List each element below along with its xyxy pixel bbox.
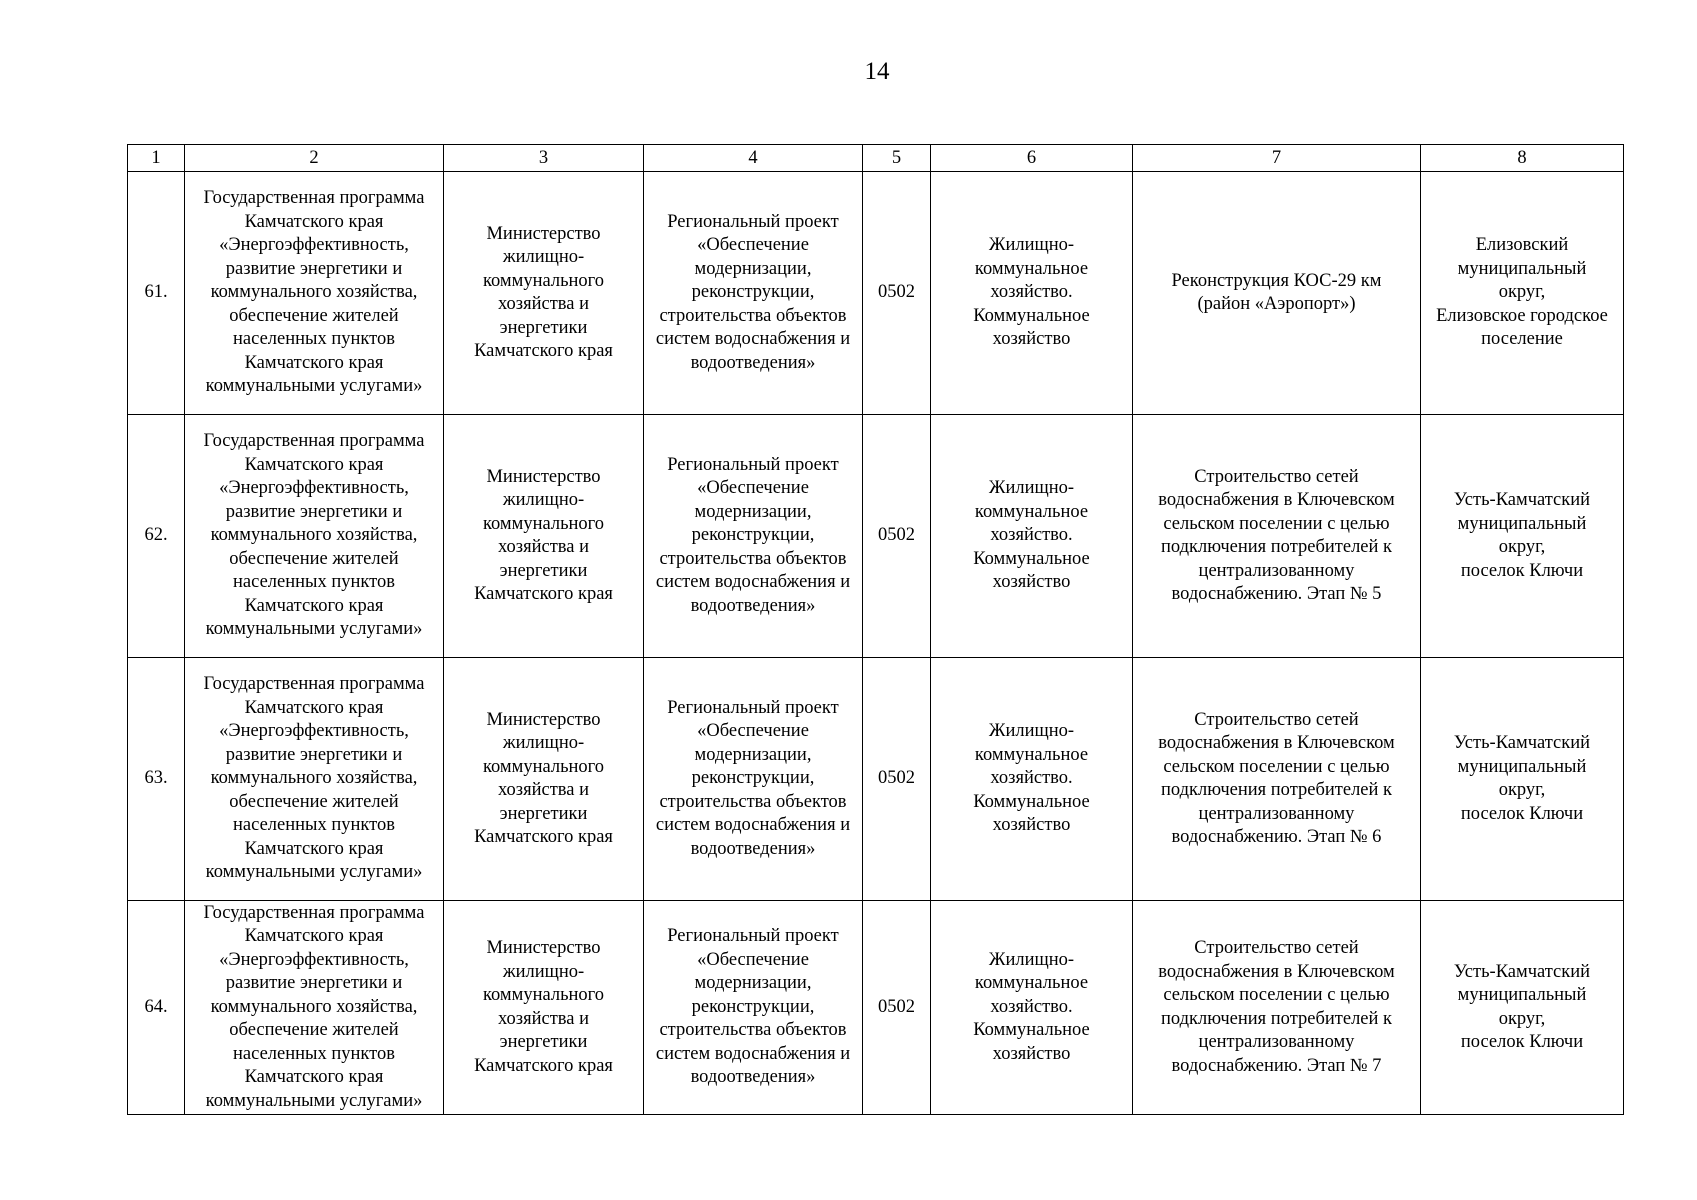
column-header: 8 bbox=[1421, 145, 1624, 172]
location-cell: Усть-Камчатский муниципальный округ, поселок Ключи bbox=[1421, 901, 1624, 1115]
row-number-cell: 64. bbox=[128, 901, 185, 1115]
ministry-cell: Министерство жилищно- коммунального хозяйства и энергетики Камчатского края bbox=[444, 658, 644, 901]
program-cell: Государственная программа Камчатского края «Энергоэффективность, развитие энергетики и коммунального хозяйства, обеспечение жителей населенных пунктов Камчатского края коммунальными услугами» bbox=[185, 172, 444, 415]
sector-cell: Жилищно- коммунальное хозяйство. Коммунальное хозяйство bbox=[931, 901, 1133, 1115]
sector-cell: Жилищно- коммунальное хозяйство. Коммунальное хозяйство bbox=[931, 172, 1133, 415]
table-row bbox=[128, 901, 1624, 1115]
column-header: 4 bbox=[644, 145, 863, 172]
program-cell: Государственная программа Камчатского края «Энергоэффективность, развитие энергетики и коммунального хозяйства, обеспечение жителей населенных пунктов Камчатского края коммунальными услугами» bbox=[185, 901, 444, 1115]
table-row bbox=[128, 172, 1624, 415]
ministry-cell: Министерство жилищно- коммунального хозяйства и энергетики Камчатского края bbox=[444, 415, 644, 658]
code-cell: 0502 bbox=[863, 901, 931, 1115]
location-cell: Усть-Камчатский муниципальный округ, поселок Ключи bbox=[1421, 658, 1624, 901]
project-cell: Региональный проект «Обеспечение модернизации, реконструкции, строительства объектов систем водоснабжения и водоотведения» bbox=[644, 901, 863, 1115]
sector-cell: Жилищно- коммунальное хозяйство. Коммунальное хозяйство bbox=[931, 658, 1133, 901]
column-header: 1 bbox=[128, 145, 185, 172]
location-cell: Усть-Камчатский муниципальный округ, поселок Ключи bbox=[1421, 415, 1624, 658]
page-number: 14 bbox=[864, 58, 890, 85]
table-row bbox=[128, 658, 1624, 901]
column-header: 3 bbox=[444, 145, 644, 172]
object-cell: Строительство сетей водоснабжения в Ключевском сельском поселении с целью подключения потребителей к централизованному водоснабжению. Этап № 6 bbox=[1133, 658, 1421, 901]
column-header: 2 bbox=[185, 145, 444, 172]
column-header: 5 bbox=[863, 145, 931, 172]
code-cell: 0502 bbox=[863, 172, 931, 415]
column-header: 6 bbox=[931, 145, 1133, 172]
table-row bbox=[128, 415, 1624, 658]
code-cell: 0502 bbox=[863, 658, 931, 901]
ministry-cell: Министерство жилищно- коммунального хозяйства и энергетики Камчатского края bbox=[444, 172, 644, 415]
row-number-cell: 61. bbox=[128, 172, 185, 415]
code-cell: 0502 bbox=[863, 415, 931, 658]
project-cell: Региональный проект «Обеспечение модернизации, реконструкции, строительства объектов систем водоснабжения и водоотведения» bbox=[644, 415, 863, 658]
table-header-row bbox=[128, 145, 1624, 172]
object-cell: Реконструкция КОС-29 км (район «Аэропорт») bbox=[1133, 172, 1421, 415]
program-cell: Государственная программа Камчатского края «Энергоэффективность, развитие энергетики и коммунального хозяйства, обеспечение жителей населенных пунктов Камчатского края коммунальными услугами» bbox=[185, 415, 444, 658]
project-cell: Региональный проект «Обеспечение модернизации, реконструкции, строительства объектов систем водоснабжения и водоотведения» bbox=[644, 658, 863, 901]
program-cell: Государственная программа Камчатского края «Энергоэффективность, развитие энергетики и коммунального хозяйства, обеспечение жителей населенных пунктов Камчатского края коммунальными услугами» bbox=[185, 658, 444, 901]
object-cell: Строительство сетей водоснабжения в Ключевском сельском поселении с целью подключения потребителей к централизованному водоснабжению. Этап № 7 bbox=[1133, 901, 1421, 1115]
sector-cell: Жилищно- коммунальное хозяйство. Коммунальное хозяйство bbox=[931, 415, 1133, 658]
ministry-cell: Министерство жилищно- коммунального хозяйства и энергетики Камчатского края bbox=[444, 901, 644, 1115]
project-cell: Региональный проект «Обеспечение модернизации, реконструкции, строительства объектов систем водоснабжения и водоотведения» bbox=[644, 172, 863, 415]
row-number-cell: 62. bbox=[128, 415, 185, 658]
object-cell: Строительство сетей водоснабжения в Ключевском сельском поселении с целью подключения потребителей к централизованному водоснабжению. Этап № 5 bbox=[1133, 415, 1421, 658]
data-table bbox=[127, 144, 1624, 1115]
row-number-cell: 63. bbox=[128, 658, 185, 901]
location-cell: Елизовский муниципальный округ, Елизовское городское поселение bbox=[1421, 172, 1624, 415]
column-header: 7 bbox=[1133, 145, 1421, 172]
